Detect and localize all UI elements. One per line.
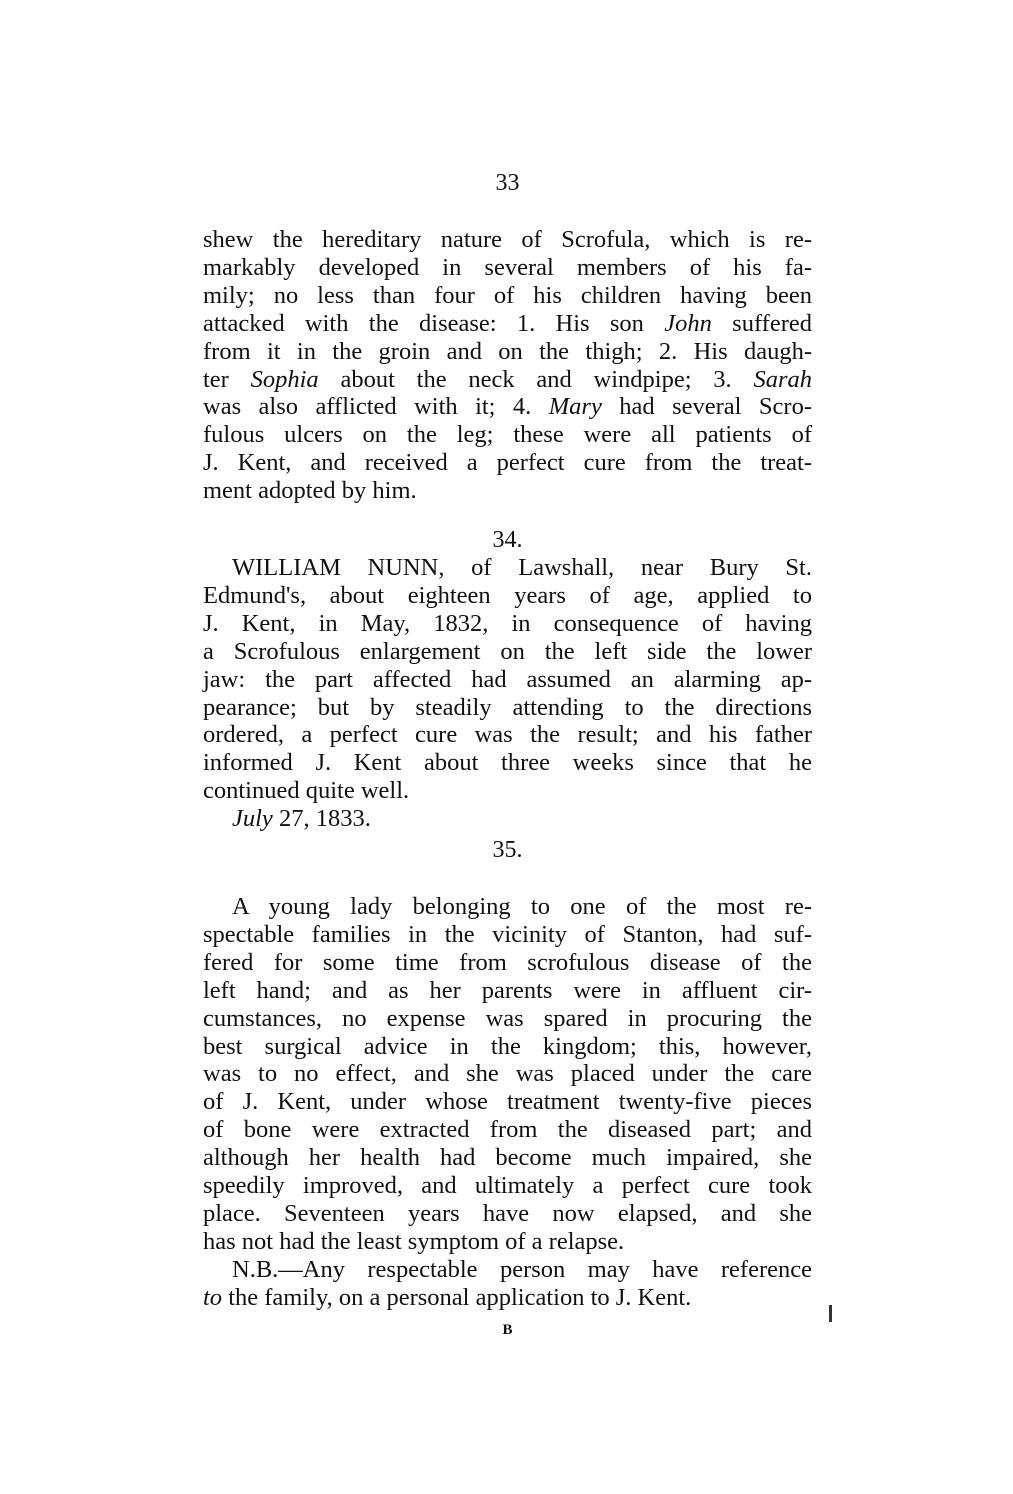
text-line <box>203 1228 812 1256</box>
text-segment: of bone were extracted from the diseased part; and <box>203 1116 812 1144</box>
text-line <box>203 1200 812 1228</box>
text-segment: continued quite well. <box>203 777 410 805</box>
text-line <box>203 449 812 477</box>
text-line <box>203 694 812 722</box>
text-line <box>203 366 812 394</box>
text-line <box>203 1144 812 1172</box>
text-segment: A young lady belonging to one of the most re- <box>232 893 812 920</box>
text-segment: although her health had become much impaired, she <box>203 1144 812 1172</box>
text-line <box>232 805 812 833</box>
text-segment: best surgical advice in the kingdom; this, however, <box>203 1032 812 1060</box>
text-segment: fered for some time from scrofulous disease of the <box>203 948 812 976</box>
text-segment: suffered <box>711 309 812 337</box>
scan-speck <box>829 1305 832 1322</box>
section-34-number: 34. <box>492 527 523 553</box>
text-segment: a Scrofulous enlargement on the left side the lower <box>203 637 812 665</box>
text-segment: left hand; and as her parents were in affluent cir- <box>203 976 812 1004</box>
text-segment: informed J. Kent about three weeks since that he <box>203 749 812 777</box>
text-segment: jaw: the part affected had assumed an alarming ap- <box>203 665 812 693</box>
text-segment: shew the hereditary nature of Scrofula, which is re- <box>203 226 812 253</box>
text-line <box>203 1005 812 1033</box>
text-line <box>203 1284 812 1312</box>
text-line <box>203 338 812 366</box>
text-line <box>203 949 812 977</box>
italic-text: Mary <box>548 393 602 421</box>
text-segment: about the neck and windpipe; 3. <box>318 365 754 393</box>
text-segment: was to no effect, and she was placed under the care <box>203 1060 812 1088</box>
text-line <box>203 721 812 749</box>
text-line <box>203 254 812 282</box>
text-segment: WILLIAM NUNN, of Lawshall, near Bury St. <box>232 554 812 581</box>
text-line <box>203 310 812 338</box>
italic-text: to <box>203 1283 223 1311</box>
text-segment: attacked with the disease: 1. His son <box>203 309 665 337</box>
text-segment: place. Seventeen years have now elapsed, and she <box>203 1199 812 1227</box>
text-line <box>232 893 812 921</box>
text-segment: had several Scro- <box>601 393 812 421</box>
text-segment: 27, 1833. <box>272 805 371 833</box>
text-line <box>203 477 812 505</box>
text-segment: pearance; but by steadily attending to the directions <box>203 693 812 721</box>
text-line <box>203 226 812 254</box>
page-number: 33 <box>495 170 520 196</box>
text-segment: J. Kent, in May, 1832, in consequence of having <box>203 609 812 637</box>
text-segment: markably developed in several members of his fa- <box>203 253 812 281</box>
text-segment: ment adopted by him. <box>203 477 417 505</box>
text-segment: N.B.—Any respectable person may have reference <box>232 1255 812 1283</box>
text-line <box>203 638 812 666</box>
text-line <box>203 977 812 1005</box>
text-line <box>203 777 812 805</box>
italic-text: Sarah <box>753 365 812 393</box>
text-segment: J. Kent, and received a perfect cure from the treat- <box>203 449 812 477</box>
text-line <box>203 666 812 694</box>
text-line <box>232 1256 812 1284</box>
text-line <box>203 921 812 949</box>
text-segment: has not had the least symptom of a relapse. <box>203 1227 625 1255</box>
italic-text: July <box>232 805 273 833</box>
text-segment: spectable families in the vicinity of Stanton, had suf- <box>203 920 812 948</box>
text-segment: of J. Kent, under whose treatment twenty-five pieces <box>203 1088 812 1116</box>
text-line <box>203 421 812 449</box>
text-segment: mily; no less than four of his children having been <box>203 281 812 309</box>
text-line <box>232 554 812 582</box>
text-segment: was also afflicted with it; 4. <box>203 393 549 421</box>
italic-text: John <box>664 309 712 337</box>
text-segment: Edmund's, about eighteen years of age, applied to <box>203 581 812 609</box>
text-segment: ter <box>203 365 251 393</box>
text-segment: ordered, a perfect cure was the result; and his father <box>203 721 812 749</box>
text-segment: from it in the groin and on the thigh; 2. His daugh- <box>203 337 812 365</box>
text-line <box>203 1116 812 1144</box>
text-line <box>203 393 812 421</box>
text-line <box>203 1033 812 1061</box>
text-line <box>203 1172 812 1200</box>
text-line <box>203 282 812 310</box>
text-segment: cumstances, no expense was spared in procuring the <box>203 1004 812 1032</box>
text-line <box>203 1088 812 1116</box>
text-line <box>203 582 812 610</box>
text-segment: fulous ulcers on the leg; these were all patients of <box>203 421 812 449</box>
text-line <box>203 610 812 638</box>
text-line <box>203 1060 812 1088</box>
section-35-number: 35. <box>492 837 523 863</box>
text-segment: speedily improved, and ultimately a perfect cure took <box>203 1172 812 1199</box>
text-segment: the family, on a personal application to J. Kent. <box>222 1283 692 1311</box>
italic-text: Sophia <box>250 365 319 393</box>
text-line <box>203 749 812 777</box>
signature-mark: B <box>502 1322 513 1338</box>
